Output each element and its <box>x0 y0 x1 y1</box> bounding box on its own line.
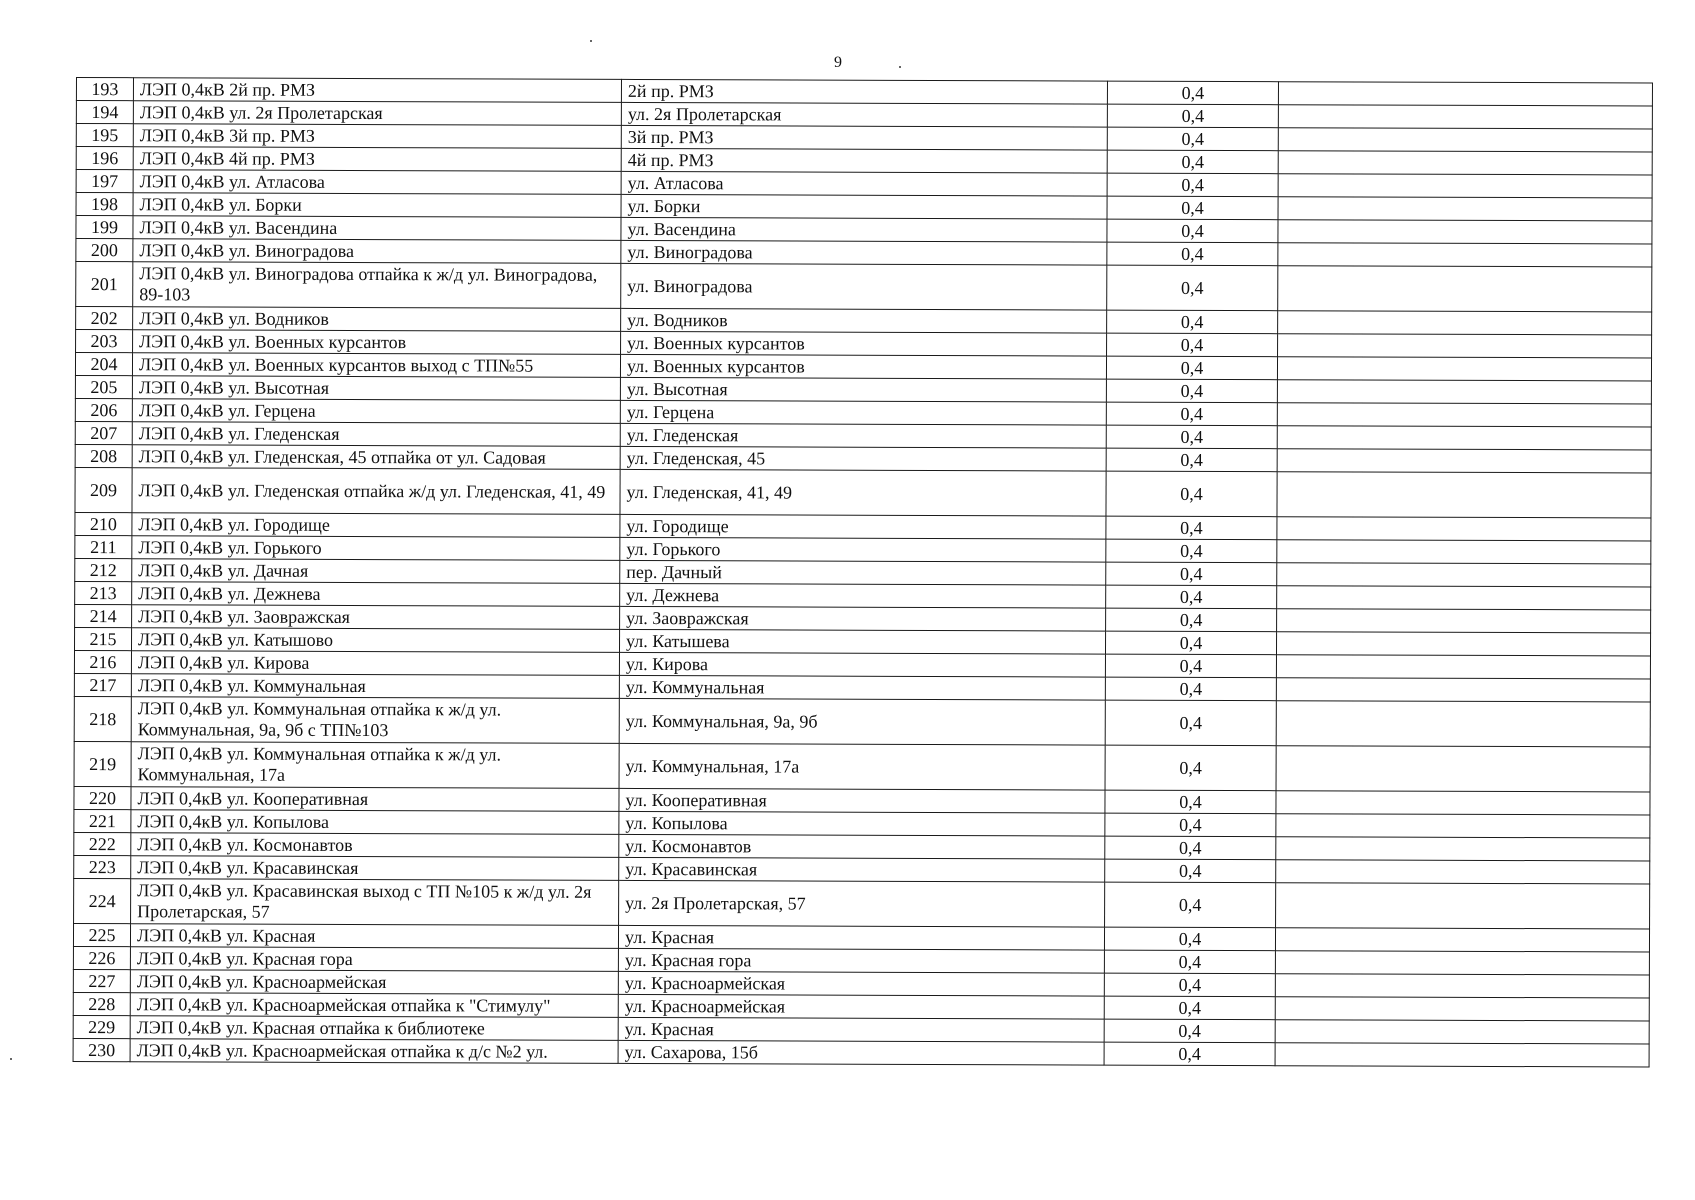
row-number-cell: 199 <box>76 216 133 239</box>
empty-cell <box>1278 105 1652 129</box>
row-number-cell: 229 <box>73 1015 130 1038</box>
line-name-cell: ЛЭП 0,4кВ 3й пр. РМЗ <box>133 124 621 149</box>
line-name-cell: ЛЭП 0,4кВ ул. Красная гора <box>130 947 618 972</box>
row-number-cell: 214 <box>75 604 132 627</box>
address-cell: ул. Кирова <box>619 652 1105 677</box>
voltage-cell: 0,4 <box>1104 1019 1275 1043</box>
voltage-cell: 0,4 <box>1107 104 1278 128</box>
row-number-cell: 212 <box>75 558 132 581</box>
empty-cell <box>1278 174 1652 198</box>
empty-cell <box>1275 997 1649 1021</box>
empty-cell <box>1275 1043 1649 1067</box>
empty-cell <box>1277 563 1651 587</box>
scan-speck <box>899 66 901 68</box>
row-number-cell: 222 <box>74 832 131 855</box>
voltage-cell: 0,4 <box>1107 127 1278 151</box>
voltage-cell: 0,4 <box>1104 1042 1275 1066</box>
address-cell: ул. Красноармейская <box>618 971 1104 996</box>
empty-cell <box>1276 883 1650 929</box>
line-name-cell: ЛЭП 0,4кВ ул. Красноармейская <box>130 970 618 995</box>
row-number-cell: 209 <box>75 467 132 512</box>
line-name-cell: ЛЭП 0,4кВ ул. Кирова <box>131 651 619 676</box>
empty-cell <box>1277 540 1651 564</box>
row-number-cell: 227 <box>73 969 130 992</box>
page-number: 9 <box>834 54 842 71</box>
voltage-cell: 0,4 <box>1105 654 1276 678</box>
address-cell: ул. Красная <box>618 1017 1104 1042</box>
address-cell: ул. Борки <box>621 194 1107 219</box>
voltage-cell: 0,4 <box>1106 356 1277 380</box>
voltage-cell: 0,4 <box>1107 150 1278 174</box>
voltage-cell: 0,4 <box>1107 196 1278 220</box>
table-row <box>74 878 1650 929</box>
voltage-cell: 0,4 <box>1105 813 1276 837</box>
empty-cell <box>1276 860 1650 884</box>
row-number-cell: 205 <box>75 375 132 398</box>
row-number-cell: 211 <box>75 535 132 558</box>
address-cell: ул. Сахарова, 15б <box>618 1040 1104 1065</box>
empty-cell <box>1277 517 1651 541</box>
address-cell: ул. Катышева <box>619 629 1105 654</box>
voltage-cell: 0,4 <box>1106 585 1277 609</box>
empty-cell <box>1276 701 1650 747</box>
row-number-cell: 223 <box>74 855 131 878</box>
line-name-cell: ЛЭП 0,4кВ ул. 2я Пролетарская <box>133 101 621 126</box>
row-number-cell: 201 <box>76 262 133 307</box>
address-cell: ул. Красноармейская <box>618 994 1104 1019</box>
line-name-cell: ЛЭП 0,4кВ ул. Красная отпайка к библиотеке <box>130 1016 618 1041</box>
voltage-cell: 0,4 <box>1106 402 1277 426</box>
voltage-cell: 0,4 <box>1104 927 1275 951</box>
empty-cell <box>1277 449 1651 473</box>
address-cell: ул. Красная гора <box>618 948 1104 973</box>
voltage-cell: 0,4 <box>1107 81 1278 105</box>
row-number-cell: 202 <box>76 307 133 330</box>
address-cell: ул. Красавинская <box>619 857 1105 882</box>
line-name-cell: ЛЭП 0,4кВ ул. Виноградова отпайка к ж/д ул. Виноградова, 89-103 <box>133 262 621 309</box>
row-number-cell: 219 <box>74 741 131 786</box>
line-name-cell: ЛЭП 0,4кВ ул. Красавинская <box>131 856 619 881</box>
row-number-cell: 196 <box>76 147 133 170</box>
line-name-cell: ЛЭП 0,4кВ ул. Городище <box>132 513 620 538</box>
address-cell: 3й пр. РМЗ <box>621 125 1107 150</box>
row-number-cell: 207 <box>75 421 132 444</box>
address-cell: ул. Герцена <box>620 400 1106 425</box>
empty-cell <box>1278 243 1652 267</box>
line-name-cell: ЛЭП 0,4кВ ул. Красноармейская отпайка к "Стимулу" <box>130 993 618 1018</box>
empty-cell <box>1278 151 1652 175</box>
empty-cell <box>1275 974 1649 998</box>
line-name-cell: ЛЭП 0,4кВ ул. Кооперативная <box>131 787 619 812</box>
address-cell: ул. Военных курсантов <box>620 354 1106 379</box>
row-number-cell: 204 <box>75 353 132 376</box>
power-lines-table <box>73 77 1653 1067</box>
empty-cell <box>1278 266 1652 312</box>
row-number-cell: 193 <box>76 78 133 101</box>
voltage-cell: 0,4 <box>1106 471 1277 517</box>
row-number-cell: 210 <box>75 512 132 535</box>
row-number-cell: 217 <box>74 673 131 696</box>
scan-speck <box>590 40 592 42</box>
row-number-cell: 230 <box>73 1038 130 1061</box>
row-number-cell: 195 <box>76 124 133 147</box>
empty-cell <box>1278 128 1652 152</box>
line-name-cell: ЛЭП 0,4кВ ул. Коммунальная отпайка к ж/д ул. Коммунальная, 9а, 9б с ТП№103 <box>131 697 619 744</box>
row-number-cell: 220 <box>74 786 131 809</box>
empty-cell <box>1277 609 1651 633</box>
voltage-cell: 0,4 <box>1105 859 1276 883</box>
line-name-cell: ЛЭП 0,4кВ ул. Красавинская выход с ТП №105 к ж/д ул. 2я Пролетарская, 57 <box>131 879 619 926</box>
address-cell: ул. Красная <box>618 925 1104 950</box>
address-cell: ул. Гледенская, 41, 49 <box>620 469 1106 516</box>
address-cell: 2й пр. РМЗ <box>621 79 1107 104</box>
address-cell: ул. 2я Пролетарская <box>621 102 1107 127</box>
voltage-cell: 0,4 <box>1105 882 1276 928</box>
table-row <box>74 696 1650 747</box>
address-cell: ул. Горького <box>620 537 1106 562</box>
voltage-cell: 0,4 <box>1105 836 1276 860</box>
voltage-cell: 0,4 <box>1107 242 1278 266</box>
line-name-cell: ЛЭП 0,4кВ ул. Коммунальная отпайка к ж/д ул. Коммунальная, 17а <box>131 742 619 789</box>
row-number-cell: 226 <box>73 946 130 969</box>
empty-cell <box>1276 791 1650 815</box>
address-cell: ул. Военных курсантов <box>621 331 1107 356</box>
voltage-cell: 0,4 <box>1106 379 1277 403</box>
empty-cell <box>1277 403 1651 427</box>
empty-cell <box>1276 632 1650 656</box>
address-cell: ул. Виноградова <box>621 263 1107 310</box>
empty-cell <box>1278 220 1652 244</box>
line-name-cell: ЛЭП 0,4кВ ул. Герцена <box>132 399 620 424</box>
line-name-cell: ЛЭП 0,4кВ ул. Борки <box>133 193 621 218</box>
voltage-cell: 0,4 <box>1107 173 1278 197</box>
voltage-cell: 0,4 <box>1104 996 1275 1020</box>
voltage-cell: 0,4 <box>1107 219 1278 243</box>
scan-speck <box>10 1058 12 1060</box>
voltage-cell: 0,4 <box>1105 631 1276 655</box>
row-number-cell: 216 <box>74 650 131 673</box>
row-number-cell: 200 <box>76 239 133 262</box>
address-cell: ул. Виноградова <box>621 240 1107 265</box>
table-row <box>74 741 1650 792</box>
voltage-cell: 0,4 <box>1105 790 1276 814</box>
line-name-cell: ЛЭП 0,4кВ ул. Дачная <box>132 559 620 584</box>
address-cell: 4й пр. РМЗ <box>621 148 1107 173</box>
voltage-cell: 0,4 <box>1106 562 1277 586</box>
address-cell: ул. 2я Пролетарская, 57 <box>619 880 1105 927</box>
voltage-cell: 0,4 <box>1104 950 1275 974</box>
voltage-cell: 0,4 <box>1107 310 1278 334</box>
voltage-cell: 0,4 <box>1106 516 1277 540</box>
empty-cell <box>1275 951 1649 975</box>
line-name-cell: ЛЭП 0,4кВ ул. Гледенская, 45 отпайка от ул. Садовая <box>132 445 620 470</box>
address-cell: пер. Дачный <box>620 560 1106 585</box>
line-name-cell: ЛЭП 0,4кВ ул. Дежнева <box>132 582 620 607</box>
line-name-cell: ЛЭП 0,4кВ 4й пр. РМЗ <box>133 147 621 172</box>
line-name-cell: ЛЭП 0,4кВ ул. Военных курсантов выход с ТП№55 <box>132 353 620 378</box>
line-name-cell: ЛЭП 0,4кВ ул. Водников <box>133 307 621 332</box>
line-name-cell: ЛЭП 0,4кВ ул. Атласова <box>133 170 621 195</box>
address-cell: ул. Водников <box>621 308 1107 333</box>
row-number-cell: 215 <box>74 627 131 650</box>
line-name-cell: ЛЭП 0,4кВ ул. Виноградова <box>133 239 621 264</box>
voltage-cell: 0,4 <box>1105 677 1276 701</box>
line-name-cell: ЛЭП 0,4кВ ул. Заовражская <box>132 605 620 630</box>
row-number-cell: 224 <box>74 878 131 923</box>
address-cell: ул. Космонавтов <box>619 834 1105 859</box>
empty-cell <box>1276 837 1650 861</box>
address-cell: ул. Коммунальная <box>619 675 1105 700</box>
line-name-cell: ЛЭП 0,4кВ ул. Гледенская <box>132 422 620 447</box>
address-cell: ул. Кооперативная <box>619 788 1105 813</box>
table-row <box>75 467 1651 518</box>
address-cell: ул. Городище <box>620 514 1106 539</box>
address-cell: ул. Заовражская <box>620 606 1106 631</box>
empty-cell <box>1278 311 1652 335</box>
row-number-cell: 218 <box>74 696 131 741</box>
line-name-cell: ЛЭП 0,4кВ ул. Копылова <box>131 810 619 835</box>
line-name-cell: ЛЭП 0,4кВ ул. Красная <box>130 924 618 949</box>
line-name-cell: ЛЭП 0,4кВ ул. Коммунальная <box>131 674 619 699</box>
row-number-cell: 203 <box>76 330 133 353</box>
line-name-cell: ЛЭП 0,4кВ 2й пр. РМЗ <box>133 78 621 103</box>
voltage-cell: 0,4 <box>1107 265 1278 311</box>
table-row <box>76 262 1652 313</box>
address-cell: ул. Коммунальная, 9а, 9б <box>619 698 1105 745</box>
voltage-cell: 0,4 <box>1106 608 1277 632</box>
row-number-cell: 213 <box>75 581 132 604</box>
address-cell: ул. Гледенская <box>620 423 1106 448</box>
address-cell: ул. Атласова <box>621 171 1107 196</box>
voltage-cell: 0,4 <box>1107 333 1278 357</box>
row-number-cell: 228 <box>73 992 130 1015</box>
voltage-cell: 0,4 <box>1106 448 1277 472</box>
empty-cell <box>1276 655 1650 679</box>
empty-cell <box>1276 678 1650 702</box>
empty-cell <box>1277 586 1651 610</box>
address-cell: ул. Коммунальная, 17а <box>619 743 1105 790</box>
row-number-cell: 208 <box>75 444 132 467</box>
table-sheet <box>73 77 1653 1067</box>
address-cell: ул. Гледенская, 45 <box>620 446 1106 471</box>
line-name-cell: ЛЭП 0,4кВ ул. Космонавтов <box>131 833 619 858</box>
line-name-cell: ЛЭП 0,4кВ ул. Военных курсантов <box>133 330 621 355</box>
voltage-cell: 0,4 <box>1105 700 1276 746</box>
empty-cell <box>1277 426 1651 450</box>
empty-cell <box>1276 814 1650 838</box>
line-name-cell: ЛЭП 0,4кВ ул. Гледенская отпайка ж/д ул. Гледенская, 41, 49 <box>132 468 620 515</box>
line-name-cell: ЛЭП 0,4кВ ул. Васендина <box>133 216 621 241</box>
empty-cell <box>1277 472 1651 518</box>
address-cell: ул. Васендина <box>621 217 1107 242</box>
row-number-cell: 198 <box>76 193 133 216</box>
line-name-cell: ЛЭП 0,4кВ ул. Красноармейская отпайка к д/с №2 ул. <box>130 1039 618 1064</box>
empty-cell <box>1275 1020 1649 1044</box>
voltage-cell: 0,4 <box>1106 539 1277 563</box>
line-name-cell: ЛЭП 0,4кВ ул. Горького <box>132 536 620 561</box>
address-cell: ул. Дежнева <box>620 583 1106 608</box>
row-number-cell: 206 <box>75 398 132 421</box>
empty-cell <box>1278 197 1652 221</box>
line-name-cell: ЛЭП 0,4кВ ул. Высотная <box>132 376 620 401</box>
row-number-cell: 194 <box>76 101 133 124</box>
empty-cell <box>1278 82 1652 106</box>
row-number-cell: 225 <box>73 923 130 946</box>
empty-cell <box>1275 928 1649 952</box>
empty-cell <box>1277 380 1651 404</box>
line-name-cell: ЛЭП 0,4кВ ул. Катышово <box>131 628 619 653</box>
table-row <box>73 1038 1649 1067</box>
table-body <box>73 78 1652 1067</box>
address-cell: ул. Высотная <box>620 377 1106 402</box>
row-number-cell: 221 <box>74 809 131 832</box>
empty-cell <box>1277 357 1651 381</box>
address-cell: ул. Копылова <box>619 811 1105 836</box>
empty-cell <box>1276 746 1650 792</box>
empty-cell <box>1278 334 1652 358</box>
row-number-cell: 197 <box>76 170 133 193</box>
voltage-cell: 0,4 <box>1105 745 1276 791</box>
voltage-cell: 0,4 <box>1106 425 1277 449</box>
voltage-cell: 0,4 <box>1104 973 1275 997</box>
